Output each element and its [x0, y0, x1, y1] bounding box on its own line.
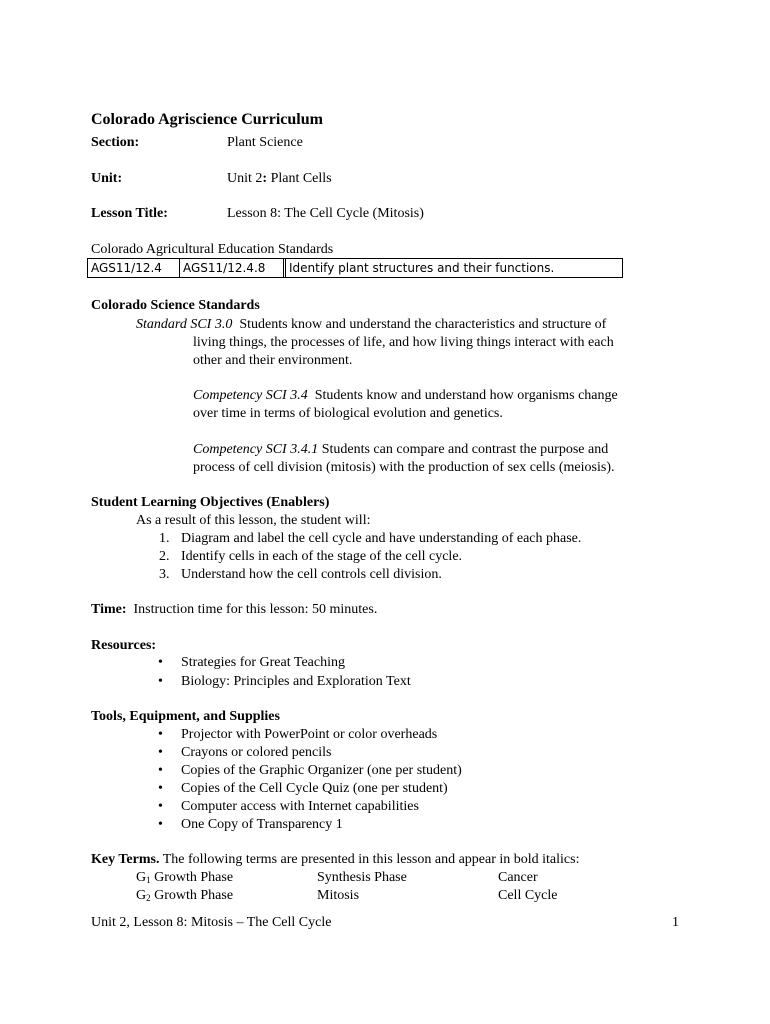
standard-code-cell: AGS11/12.4	[88, 259, 180, 278]
resource-item: Strategies for Great Teaching	[181, 655, 345, 670]
page-number: 1	[672, 915, 679, 930]
tool-item: Projector with PowerPoint or color overheads	[181, 727, 438, 742]
key-term: $G_2$ Growth Phase	[136, 888, 234, 903]
tool-item: Copies of the Graphic Organizer (one per student)	[181, 763, 462, 778]
bullet-icon: •	[158, 763, 163, 778]
bullet-icon: •	[158, 674, 163, 689]
section-label: Section:	[91, 135, 140, 150]
resource-item: Biology: Principles and Exploration Text	[181, 674, 411, 689]
competency-2-line2: process of cell division (mitosis) with the production of sex cells (meiosis).	[193, 460, 615, 475]
tool-item: Crayons or colored pencils	[181, 745, 332, 760]
lesson-title-label: Lesson Title:	[91, 206, 168, 221]
standard-sci-line2: living things, the processes of life, and how living things interact with each	[193, 335, 614, 350]
key-term: Synthesis Phase	[317, 870, 407, 885]
standard-subcode-cell: AGS11/12.4.8	[180, 259, 284, 278]
objective-item: Identify cells in each of the stage of the cell cycle.	[181, 549, 463, 564]
standard-description-cell: Identify plant structures and their functions.	[286, 259, 623, 278]
objective-item: Diagram and label the cell cycle and have understanding of each phase.	[181, 531, 582, 546]
competency-2-line1: Competency SCI 3.4.1 Students can compare and contrast the purpose and	[193, 442, 609, 457]
science-standards-heading: Colorado Science Standards	[91, 298, 260, 313]
key-terms-line: Key Terms. The following terms are presented in this lesson and appear in bold italics:	[91, 852, 580, 867]
objective-number: 1.	[159, 531, 170, 546]
document-title: Colorado Agriscience Curriculum	[91, 111, 323, 128]
bullet-icon: •	[158, 655, 163, 670]
bullet-icon: •	[158, 781, 163, 796]
unit-value: Unit 2: Plant Cells	[227, 171, 332, 186]
bullet-icon: •	[158, 745, 163, 760]
objectives-heading: Student Learning Objectives (Enablers)	[91, 495, 330, 510]
tools-heading: Tools, Equipment, and Supplies	[91, 709, 280, 724]
time-line: Time: Instruction time for this lesson: 50 minutes.	[91, 602, 378, 617]
footer-text: Unit 2, Lesson 8: Mitosis – The Cell Cycle	[91, 915, 332, 930]
standard-sci-line1: Standard SCI 3.0 Students know and understand the characteristics and structure of	[136, 317, 607, 332]
bullet-icon: •	[158, 817, 163, 832]
key-term: Mitosis	[317, 888, 360, 903]
standard-sci-line3: other and their environment.	[193, 353, 353, 368]
key-term: Cancer	[498, 870, 538, 885]
ag-standards-table	[87, 258, 623, 278]
tool-item: Copies of the Cell Cycle Quiz (one per student)	[181, 781, 448, 796]
ag-standards-heading: Colorado Agricultural Education Standards	[91, 242, 334, 257]
key-term: $G_1$ Growth Phase	[136, 870, 234, 885]
competency-1-line1: Competency SCI 3.4 Students know and understand how organisms change	[193, 388, 618, 403]
key-term: Cell Cycle	[498, 888, 558, 903]
objectives-intro: As a result of this lesson, the student will:	[136, 513, 371, 528]
objective-item: Understand how the cell controls cell division.	[181, 567, 442, 582]
section-value: Plant Science	[227, 135, 303, 150]
bullet-icon: •	[158, 727, 163, 742]
competency-1-line2: over time in terms of biological evolution and genetics.	[193, 406, 503, 421]
bullet-icon: •	[158, 799, 163, 814]
lesson-title-value: Lesson 8: The Cell Cycle (Mitosis)	[227, 206, 424, 221]
table-row	[88, 259, 623, 278]
resources-heading: Resources:	[91, 638, 157, 653]
tool-item: Computer access with Internet capabilities	[181, 799, 419, 814]
objective-number: 3.	[159, 567, 170, 582]
unit-label: Unit:	[91, 171, 123, 186]
objective-number: 2.	[159, 549, 170, 564]
tool-item: One Copy of Transparency 1	[181, 817, 343, 832]
